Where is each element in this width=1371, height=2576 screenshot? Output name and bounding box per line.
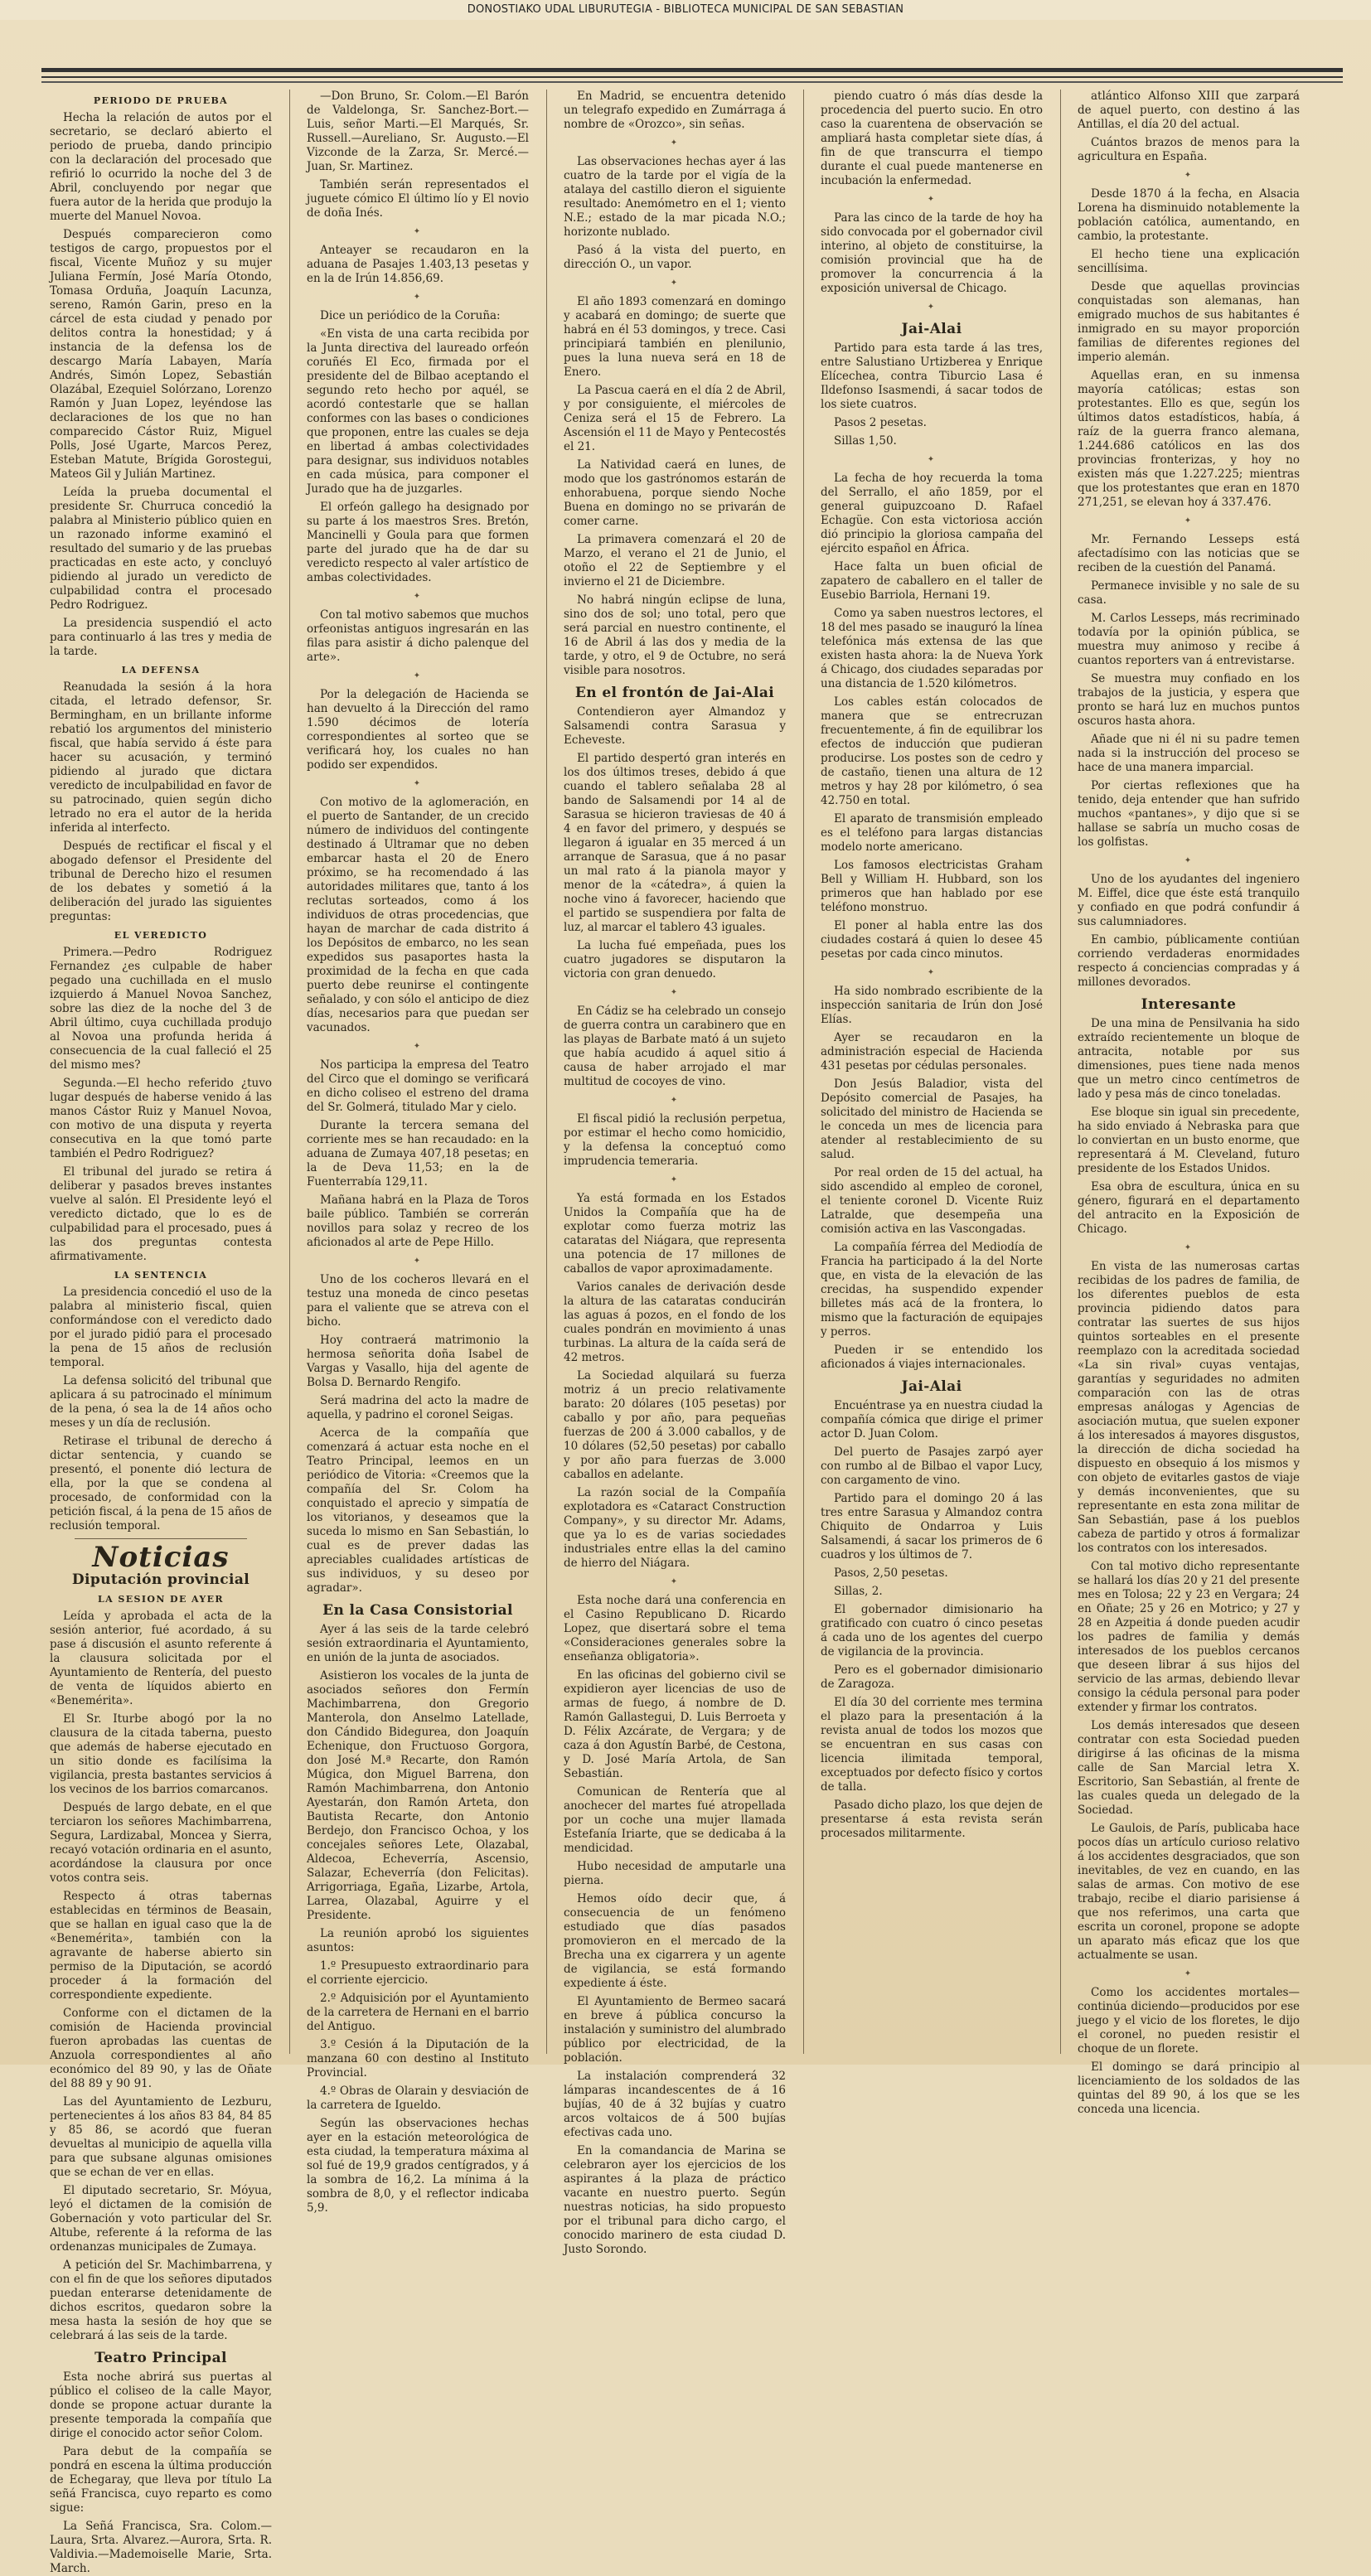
paragraph: Pasado dicho plazo, los que dejen de presentarse á esta revista serán procesados militarmente.	[821, 1799, 1043, 1840]
paragraph: M. Carlos Lesseps, más recriminado todavía por la opinión pública, se muestra muy animoso y recibe á cuantos reporters van á entrevistarse.	[1078, 612, 1300, 667]
paragraph: En cambio, públicamente contiúan corriendo verdaderas enormidades respecto á conciencias compradas y á millones devorados.	[1078, 933, 1300, 989]
section-title-noticias: Noticias	[92, 1541, 230, 1574]
column-4	[821, 90, 1043, 2054]
paragraph: piendo cuatro ó más días desde la procedencia del puerto sucio. En otro caso la cuarentena de observación se ampliará hasta completar siete días, á fin de que transcurra el tiempo durante el cual puede mantenerse en incubación la enfermedad.	[821, 90, 1043, 187]
paragraph: Ayer á las seis de la tarde celebró sesión extraordinaria el Ayuntamiento, en unión de la junta de asociados.	[307, 1623, 529, 1664]
paragraph: Durante la tercera semana del corriente mes se han recaudado: en la aduana de Zumaya 407,18 pesetas; en la de Deva 11,53; en la de Fuenterrabía 129,11.	[307, 1119, 529, 1189]
section-subhead: EL VEREDICTO	[114, 930, 208, 941]
column-3	[564, 90, 786, 2256]
paragraph: Hemos oído decir que, á consecuencia de un fenómeno estudiado que días pasados promovieron en el mercado de la Brecha una ex cigarrera y un agente de vigilancia, se está formando expediente á éste.	[564, 1892, 786, 1990]
ornament-divider: ✦	[927, 195, 937, 204]
paragraph: A petición del Sr. Machimbarrena, y con el fin de que los señores diputados puedan enterarse detenidamente de dichos escritos, quedaron sobre la mesa hasta la sesión de hoy que se celebrará á las seis de la tarde.	[50, 2259, 272, 2342]
ornament-divider: ✦	[413, 1042, 423, 1051]
paragraph: Los demás interesados que deseen contratar con esta Sociedad pueden dirigirse á las oficinas de la misma calle de San Marcial letra X. Escritorio, San Sebastián, al frente de las cuales queda un delegado de la Sociedad.	[1078, 1719, 1300, 1817]
header-rule-thin	[41, 76, 1343, 78]
paragraph: Como ya saben nuestros lectores, el 18 del mes pasado se inauguró la línea telefónica más extensa de las que existen hasta ahora: la de Nueva York á Chicago, dos ciudades separadas por una distancia de 1.520 kilómetros.	[821, 607, 1043, 690]
ornament-divider: ✦	[1184, 516, 1194, 525]
paragraph: La presidencia concedió el uso de la palabra al ministerio fiscal, quien conformándose con el veredicto dado por el jurado pidió para el procesado la pena de 15 años de reclusión temporal.	[50, 1286, 272, 1369]
ornament-divider: ✦	[670, 138, 680, 148]
paragraph: Encuéntrase ya en nuestra ciudad la compañía cómica que dirige el primer actor D. Juan Colom.	[821, 1399, 1043, 1441]
paragraph: La instalación comprenderá 32 lámparas incandescentes de á 16 bujías, 40 de á 32 bujías y cuatro arcos voltaicos de á 500 bujías efectivas cada uno.	[564, 2070, 786, 2139]
ornament-divider: ✦	[670, 278, 680, 288]
paragraph: Después de largo debate, en el que terciaron los señores Machimbarrena, Segura, Lardizabal, Moncea y Sierra, recayó votación ordinaria en el asunto, acordándose la clausura por once votos contra seis.	[50, 1801, 272, 1885]
column-5	[1078, 90, 1300, 2116]
article-headline: Diputación provincial	[71, 1571, 250, 1588]
paragraph: Nos participa la empresa del Teatro del Circo que el domingo se verificará en dicho coliseo el estreno del drama del Sr. Golmerá, titulado Mar y cielo.	[307, 1058, 529, 1114]
column-divider	[1060, 90, 1061, 2054]
paragraph: Leída y aprobada el acta de la sesión anterior, fué acordado, á su pase á discusión el asunto referente á la clausura solicitada por el Ayuntamiento de Rentería, del puesto de venta de líquidos abierto en «Benemérita».	[50, 1610, 272, 1707]
paragraph: Los famosos electricistas Graham Bell y William H. Hubbard, son los primeros que han hablado por ese teléfono monstruo.	[821, 859, 1043, 914]
paragraph: Las observaciones hechas ayer á las cuatro de la tarde por el vigía de la atalaya del castillo dieron el siguiente resultado: Anemómetro en el 1; viento N.E.; estado de la mar picada N.O.; horizonte nublado.	[564, 155, 786, 239]
paragraph: Dice un periódico de la Coruña:	[320, 309, 501, 322]
paragraph: Sillas, 2.	[834, 1585, 883, 1598]
paragraph: Esa obra de escultura, única en su género, figurará en el departamento del antracito en la Exposición de Chicago.	[1078, 1180, 1300, 1236]
paragraph: Los cables están colocados de manera que se entrecruzan frecuentemente, á fin de equilibrar los efectos de inducción que pudieran producirse. Los postes son de cedro y de castaño, tienen una altura de 12 metros y hay 28 por kilómetro, ó sea 42.750 en total.	[821, 695, 1043, 807]
paragraph: Mañana habrá en la Plaza de Toros baile público. También se correrán novillos para solaz y recreo de los aficionados al arte de Pepe Hillo.	[307, 1194, 529, 1249]
article-headline: En la Casa Consistorial	[322, 1602, 513, 1619]
ornament-divider: ✦	[927, 968, 937, 977]
paragraph: Conforme con el dictamen de la comisión de Hacienda provincial fueron aprobadas las cuentas de Anzuola correspondientes al año económico del 89 90, y las de Oñate del 88 89 y 90 91.	[50, 2007, 272, 2090]
paragraph: Hecha la relación de autos por el secretario, se declaró abierto el periodo de prueba, dando principio con la declaración del procesado que refirió lo ocurrido la noche del 3 de Abril, concluyendo por negar que fuera autor de la herida que produjo la muerte del Manuel Novoa.	[50, 111, 272, 223]
ornament-divider: ✦	[670, 1096, 680, 1105]
paragraph: Para debut de la compañía se pondrá en escena la última producción de Echegaray, que lleva por título La señá Francisca, cuyo reparto es como sigue:	[50, 2445, 272, 2515]
paragraph: El hecho tiene una explicación sencillísima.	[1078, 248, 1300, 275]
paragraph: El poner al habla entre las dos ciudades costará á quien lo desee 45 pesetas por cada cinco minutos.	[821, 919, 1043, 961]
column-divider	[803, 90, 804, 2054]
paragraph: La Natividad caerá en lunes, de modo que los gastrónomos estarán de enhorabuena, porque siendo Noche Buena en domingo no se privarán de comer carne.	[564, 458, 786, 528]
paragraph: Leída la prueba documental el presidente Sr. Churruca concedió la palabra al Ministerio público quien en un razonado informe examinó el resultado del sumario y de las pruebas practicadas en este acto, y concluyó pidiendo al jurado un veredicto de culpabilidad contra el procesado Pedro Rodriguez.	[50, 486, 272, 612]
archive-banner: DONOSTIAKO UDAL LIBURUTEGIA - BIBLIOTECA MUNICIPAL DE SAN SEBASTIAN	[0, 0, 1371, 20]
article-headline: Teatro Principal	[94, 2350, 227, 2366]
article-headline: En el frontón de Jai-Alai	[574, 685, 775, 701]
paragraph: Mr. Fernando Lesseps está afectadísimo con las noticias que se reciben de la cuestión del Panamá.	[1078, 533, 1300, 574]
paragraph: También serán representados el juguete cómico El último lío y El novio de doña Inés.	[307, 178, 529, 220]
paragraph: Con tal motivo sabemos que muchos orfeonistas antiguos ingresarán en las filas para asistir á dicho palenque del arte».	[307, 608, 529, 664]
paragraph: La presidencia suspendió el acto para continuarlo á las tres y media de la tarde.	[50, 617, 272, 658]
paragraph: Uno de los ayudantes del ingeniero M. Eiffel, dice que éste está tranquilo y confiado en que podrá confundir á sus calumniadores.	[1078, 873, 1300, 928]
ornament-divider: ✦	[927, 303, 937, 312]
paragraph: El Ayuntamiento de Bermeo sacará en breve á pública concurso la instalación y suministro del alumbrado público por electricidad, de la población.	[564, 1995, 786, 2065]
paragraph: Hace falta un buen oficial de zapatero de caballero en el taller de Eusebio Barriola, Hernani 19.	[821, 560, 1043, 602]
section-subhead: LA SESION DE AYER	[98, 1594, 224, 1605]
paragraph: 3.º Cesión á la Diputación de la manzana 60 con destino al Instituto Provincial.	[307, 2038, 529, 2080]
paragraph: Anteayer se recaudaron en la aduana de Pasajes 1.403,13 pesetas y en la de Irún 14.856,69.	[307, 244, 529, 285]
paragraph: La Sociedad alquilará su fuerza motriz á un precio relativamente barato: 20 dólares (105 pesetas) por caballo y por año, para pequeñas fuerzas de 200 á 3.000 caballos, y de 10 dólares (52,50 pesetas) por caballo y por año para fuerzas de 3.000 caballos en adelante.	[564, 1369, 786, 1481]
paragraph: Para las cinco de la tarde de hoy ha sido convocada por el gobernador civil interino, al objeto de constituirse, la comisión provincial que ha de promover la concurrencia á la exposición universal de Chicago.	[821, 211, 1043, 295]
ornament-divider: ✦	[1184, 171, 1194, 180]
paragraph: La Señá Francisca, Sra. Colom.—Laura, Srta. Alvarez.—Aurora, Srta. R. Valdivia.—Mademoiselle Marie, Srta. March.	[50, 2520, 272, 2575]
paragraph: Después de rectificar el fiscal y el abogado defensor el Presidente del tribunal de Derecho hizo el resumen de los debates y sometió á la deliberación del jurado las siguientes preguntas:	[50, 840, 272, 923]
paragraph: Ha sido nombrado escribiente de la inspección sanitaria de Irún don José Elías.	[821, 985, 1043, 1026]
paragraph: En vista de las numerosas cartas recibidas de los padres de familia, de los diferentes pueblos de esta provincia pidiendo datos para contratar las suertes de sus hijos quintos sorteables en el presente reemplazo con la acreditada sociedad «La sin rival» cuyas ventajas, garantías y seguridades no admiten comparación con las de otras empresas análogas y Agencias de asociación mutua, que suelen exponer á los interesados á mayores disgustos, la dirección de dicha sociedad ha dispuesto en obsequio á los mismos y con objeto de evitarles gastos de viaje y demás inconvenientes, que su representante en esta zona militar de San Sebastián, pase á los pueblos cabeza de partido y otros á formalizar los contratos con los interesados.	[1078, 1260, 1300, 1555]
ornament-divider: ✦	[413, 779, 423, 788]
paragraph: Uno de los cocheros llevará en el testuz una moneda de cinco pesetas para el valiente que se atreva con el bicho.	[307, 1273, 529, 1329]
paragraph: Con tal motivo dicho representante se hallará los días 20 y 21 del presente mes en Tolosa; 22 y 23 en Vergara; 24 en Oñate; 25 y 26 en Motrico; y 27 y 28 en Azpeitia á donde pueden acudir los padres de familia y demás interesados de los pueblos cercanos que deseen librar á sus hijos del servicio de las armas, debiendo llevar consigo la cédula personal para poder extender y firmar los contratos.	[1078, 1560, 1300, 1714]
paragraph: Reanudada la sesión á la hora citada, el letrado defensor, Sr. Bermingham, en un brillante informe rebatió los argumentos del ministerio fiscal, que había servido á éste para hacer su acusación, y terminó pidiendo al jurado que dictara veredicto de inculpabilidad en favor de su patrocinado, quien según dicho letrado no era el autor de la herida inferida al interfecto.	[50, 680, 272, 835]
paragraph: Añade que ni él ni su padre temen nada si la instrucción del proceso se hace de una manera imparcial.	[1078, 733, 1300, 774]
paragraph: El tribunal del jurado se retira á deliberar y pasados breves instantes vuelve al salón. El Presidente leyó el veredicto dictado, que lo es de culpabilidad para el procesado, pues á las dos preguntas contesta afirmativamente.	[50, 1165, 272, 1263]
paragraph: Sillas 1,50.	[834, 434, 897, 448]
paragraph: Como los accidentes mortales—continúa diciendo—producidos por ese juego y el vicio de los floretes, le dijo el coronel, no pueden resistir el choque de un florete.	[1078, 1986, 1300, 2055]
paragraph: «En vista de una carta recibida por la Junta directiva del laureado orfeón coruñés El Eco, firmada por el presidente del de Bilbao aceptando el segundo reto hecho por aquél, se acordó contestarle que se hallan conformes con las bases o condiciones que proponen, entre las cuales se deja en libertad á ambas colectividades para designar, sus individuos notables en cada música, para componer el Jurado que ha de juzgarles.	[307, 327, 529, 496]
paragraph: Segunda.—El hecho referido ¿tuvo lugar después de haberse venido á las manos Cástor Ruiz y Manuel Novoa, con motivo de una disputa y reyerta consecutiva en la que tomó parte también el Pedro Rodriguez?	[50, 1077, 272, 1160]
paragraph: Por real orden de 15 del actual, ha sido ascendido al empleo de coronel, el teniente coronel D. Vicente Ruiz Latralde, que desempeña una comisión activa en las Vascongadas.	[821, 1166, 1043, 1236]
section-subhead: LA SENTENCIA	[114, 1270, 208, 1281]
paragraph: Primera.—Pedro Rodriguez Fernandez ¿es culpable de haber pegado una cuchillada en el muslo izquierdo á Manuel Novoa Sanchez, sobre las diez de la noche del 3 de Abril último, cuya cuchillada produjo al Novoa una profunda herida á consecuencia de la cual falleció el 25 del mismo mes?	[50, 946, 272, 1072]
column-2	[307, 90, 529, 2215]
ornament-divider: ✦	[927, 455, 937, 464]
article-headline: Jai-Alai	[901, 1378, 962, 1395]
paragraph: El gobernador dimisionario ha gratificado con cuatro ó cinco pesetas á cada uno de los agentes del cuerpo de vigilancia de la provincia.	[821, 1603, 1043, 1658]
paragraph: Varios canales de derivación desde la altura de las cataratas conducirán las aguas á pozos, en el fondo de los cuales pondrán en movimiento á unas turbinas. La altura de la caída será de 42 metros.	[564, 1281, 786, 1364]
ornament-divider: ✦	[1184, 856, 1194, 865]
paragraph: El diputado secretario, Sr. Móyua, leyó el dictamen de la comisión de Gobernación y voto particular del Sr. Altube, referente á la reforma de las ordenanzas municipales de Zumaya.	[50, 2184, 272, 2254]
paragraph: Retirase el tribunal de derecho á dictar sentencia, y cuando se presentó, el ponente dió lectura de ella, por la que se condena al procesado, de conformidad con la petición fiscal, á la pena de 15 años de reclusión temporal.	[50, 1435, 272, 1533]
paragraph: Con motivo de la aglomeración, en el puerto de Santander, de un crecido número de individuos del contingente destinado á Ultramar que no deben embarcar hasta el 20 de Enero próximo, se ha recomendado á las autoridades militares que, tanto á los reclutas sorteados, como á los individuos de otras procedencias, que hayan de marchar de cada distrito á los Depósitos de embarco, no les sean expedidos sus pasaportes hasta la proximidad de la fecha en que cada puerto debe reunirse el contingente señalado, y con sólo el anticipo de diez días, necesarios para que puedan ser vacunados.	[307, 796, 529, 1034]
paragraph: El fiscal pidió la reclusión perpetua, por estimar el hecho como homicidio, y la defensa la conceptuó como imprudencia temeraria.	[564, 1112, 786, 1168]
paragraph: En Madrid, se encuentra detenido un telegrafo expedido en Zumárraga á nombre de «Orozco», sin señas.	[564, 90, 786, 131]
paragraph: Ayer se recaudaron en la administración especial de Hacienda 431 pesetas por cédulas personales.	[821, 1031, 1043, 1073]
paragraph: Hoy contraerá matrimonio la hermosa señorita doña Isabel de Vargas y Vasallo, hija del agente de Bolsa D. Bernardo Rengifo.	[307, 1334, 529, 1389]
paragraph: Comunican de Rentería que al anochecer del martes fué atropellada por un coche una mujer llamada Estefanía Iriarte, que se dedicaba á la mendicidad.	[564, 1785, 786, 1855]
ornament-divider: ✦	[413, 293, 423, 302]
ornament-divider: ✦	[413, 671, 423, 680]
paragraph: En la comandancia de Marina se celebraron ayer los ejercicios de los aspirantes á la plaza de práctico vacante en nuestro puerto. Según nuestras noticias, ha sido propuesto por el tribunal para dicho cargo, el conocido marinero de esta ciudad D. Justo Sorondo.	[564, 2144, 786, 2256]
header-rule-thin-lower	[41, 81, 1343, 83]
paragraph: Contendieron ayer Almandoz y Salsamendi contra Sarasua y Echeveste.	[564, 705, 786, 747]
paragraph: De una mina de Pensilvania ha sido extraído recientemente un bloque de antracita, notable por sus dimensiones, pues tiene nada menos que un metro cinco centímetros de lado y pesa más de cinco toneladas.	[1078, 1017, 1300, 1101]
article-headline: Interesante	[1141, 996, 1237, 1013]
section-subhead: PERIODO DE PRUEBA	[93, 95, 229, 106]
paragraph: El partido despertó gran interés en los dos últimos treses, debido á que cuando el tablero señalaba 28 al bando de Salsamendi por 14 al de Sarasua se hicieron traviesas de 40 á 4 en favor del primero, y después se llegaron á igualar en 35 merced á un arranque de Sarasua, que á no pasar un mal rato á la pianola mayor y menor de la «cátedra», á quien la noche vino á favorecer, haciendo que el partido se suspendiera por falta de luz, al marcar el tablero 43 iguales.	[564, 752, 786, 934]
paragraph: En Cádiz se ha celebrado un consejo de guerra contra un carabinero que en las playas de Barbate mató á un sujeto que había acudido á aquel sitio á causa de haber arrojado el mar multitud de cocoyes de vino.	[564, 1005, 786, 1088]
paragraph: Pueden ir se entendido los aficionados á viajes internacionales.	[821, 1344, 1043, 1371]
paragraph: Las del Ayuntamiento de Lezburu, pertenecientes á los años 83 84, 84 85 y 85 86, se acordó que fueran devueltas al municipio de aquella villa para que subsane algunas omisiones que se echan de ver en ellas.	[50, 2095, 272, 2179]
paragraph: Después comparecieron como testigos de cargo, propuestos por el fiscal, Vicente Muñoz y su mujer Juliana Fermín, José María Otondo, Tomasa Orduña, Joaquín Lacunza, sereno, Ramón Garin, preso en la cárcel de esta ciudad y penado por delitos contra la honestidad; y á instancia de la defensa los de descargo María Labayen, María Andrés, Simón Lopez, Sebastián Olazábal, Ezequiel Solórzano, Lorenzo Ramón y Juan Lopez, leyéndose las declaraciones de los que no han comparecido Cástor Ruiz, Miguel Polls, José Ugarte, Marcos Perez, Esteban Matute, Brígida Gorostegui, Mateos Gil y Julián Martinez.	[50, 228, 272, 481]
paragraph: Acerca de la compañía que comenzará á actuar esta noche en el Teatro Principal, leemos en un periódico de Vitoria: «Creemos que la compañía del Sr. Colom ha conquistado el aprecio y simpatía de los vitorianos, y deseamos que la suceda lo mismo en San Sebastián, lo cual es de prever dadas las apreciables cualidades artísticas de sus individuos, y su deseo por agradar».	[307, 1426, 529, 1595]
paragraph: Aquellas eran, en su inmensa mayoría católicas; estas son protestantes. Ello es que, según los últimos datos estadísticos, había, á raíz de la guerra franco alemana, 1.244.686 católicos en las dos provincias fronterizas, y hoy no existen más que 1.227.225; mientras que los protestantes que eran en 1870 271,251, se elevan hoy á 337.476.	[1078, 369, 1300, 509]
article-headline: Jai-Alai	[901, 321, 962, 337]
paragraph: El domingo se dará principio al licenciamiento de los soldados de las quintas del 89 90, á los que se les conceda una licencia.	[1078, 2060, 1300, 2116]
paragraph: En las oficinas del gobierno civil se expidieron ayer licencias de uso de armas de fuego, á nombre de D. Ramón Gallastegui, D. Luis Berroeta y D. Félix Azcárate, de Vergara; y de caza á don Agustín Barbé, de Cestona, y D. José María Artola, de San Sebastián.	[564, 1668, 786, 1780]
paragraph: Hubo necesidad de amputarle una pierna.	[564, 1860, 786, 1887]
paragraph: El día 30 del corriente mes termina el plazo para la presentación á la revista anual de todos los mozos que se encuentran en sus casas con licencia ilimitada temporal, exceptuados por defecto físico y cortos de talla.	[821, 1696, 1043, 1794]
paragraph: El aparato de transmisión empleado es el teléfono para largas distancias modelo norte americano.	[821, 812, 1043, 854]
paragraph: El año 1893 comenzará en domingo y acabará en domingo; de suerte que habrá en él 53 domingos, y trece. Casi principiará también en plenilunio, pues la luna nueva será en 18 de Enero.	[564, 295, 786, 379]
paragraph: atlántico Alfonso XIII que zarpará de aquel puerto, con destino á las Antillas, el día 20 del actual.	[1078, 90, 1300, 131]
paragraph: Cuántos brazos de menos para la agricultura en España.	[1078, 136, 1300, 163]
paragraph: 4.º Obras de Olarain y desviación de la carretera de Igueldo.	[307, 2085, 529, 2112]
paragraph: La defensa solicitó del tribunal que aplicara á su patrocinado el mínimum de la pena, ó sea la de 14 años ocho meses y un día de reclusión.	[50, 1374, 272, 1430]
section-subhead: LA DEFENSA	[121, 665, 201, 675]
paragraph: La Pascua caerá en el día 2 de Abril, y por consiguiente, el miércoles de Ceniza será el 15 de Febrero. La Ascensión el 11 de Mayo y Pentecostés el 21.	[564, 384, 786, 453]
paragraph: Pasó á la vista del puerto, en dirección O., un vapor.	[564, 244, 786, 271]
column-divider	[546, 90, 547, 2054]
paragraph: Asistieron los vocales de la junta de asociados señores don Fermín Machimbarrena, don Gregorio Manterola, don Anselmo Latellade, don Cándido Bidegurea, don Joaquín Echenique, don Fructuoso Gorgora, don José M.ª Recarte, don Ramón Múgica, don Miguel Barrena, don Ramón Machimbarrena, don Antonio Ayestarán, don Ramón Arteta, don Bautista Recarte, don Antonio Berdejo, don Francisco Ochoa, y los concejales señores Lete, Olazabal, Aldecoa, Echeverría, Ascensio, Salazar, Echeverría (don Felicitas). Arrigorriaga, Egaña, Lizarbe, Artola, Larrea, Olazabal, Aguirre y el Presidente.	[307, 1669, 529, 1922]
paragraph: No habrá ningún eclipse de luna, sino dos de sol; uno total, pero que será parcial en nuestro continente, el 16 de Abril á las dos y media de la tarde, y otro, el 9 de Octubre, no será visible para nosotros.	[564, 593, 786, 677]
paragraph: Del puerto de Pasajes zarpó ayer con rumbo al de Bilbao el vapor Lucy, con cargamento de vino.	[821, 1445, 1043, 1487]
paragraph: El orfeón gallego ha designado por su parte á los maestros Sres. Bretón, Mancinelli y Goula para que formen parte del jurado que ha de dar su veredicto respecto al valer artístico de ambas colectividades.	[307, 501, 529, 584]
paragraph: Pasos, 2,50 pesetas.	[834, 1566, 948, 1580]
paragraph: Desde que aquellas provincias conquistadas son alemanas, han emigrado muchos de sus habitantes é inmigrado en su mayor proporción familias de diferentes regiones del imperio alemán.	[1078, 280, 1300, 364]
paragraph: Según las observaciones hechas ayer en la estación meteorológica de esta ciudad, la temperatura máxima al sol fué de 19,9 grados centígrados, y á la sombra de 16,2. La mínima á la sombra de 8,0, y el reflector indicaba 5,9.	[307, 2117, 529, 2215]
paragraph: Será madrina del acto la madre de aquella, y padrino el coronel Seigas.	[307, 1394, 529, 1421]
column-divider	[289, 90, 290, 2054]
paragraph: Ese bloque sin igual sin precedente, ha sido enviado á Nebraska para que lo conviertan en un busto enorme, que representará á M. Cleveland, futuro presidente de los Estados Unidos.	[1078, 1106, 1300, 1175]
paragraph: Respecto á otras tabernas establecidas en términos de Beasain, que se hallan en igual caso que la de «Benemérita», también con la agravante de haberse abierto sin permiso de la Diputación, se acordó proceder á la formación del correspondiente expediente.	[50, 1890, 272, 2002]
paragraph: La razón social de la Compañía explotadora es «Cataract Construction Company», y su director Mr. Adams, que ya lo es de varias sociedades industriales entre ellas la del camino de hierro del Niágara.	[564, 1486, 786, 1570]
paragraph: Esta noche dará una conferencia en el Casino Republicano D. Ricardo Lopez, que disertará sobre el tema «Consideraciones generales sobre la enseñanza obligatoria».	[564, 1594, 786, 1663]
paragraph: Se muestra muy confiado en los trabajos de la justicia, y espera que pronto se hará luz en muchos puntos oscuros hasta ahora.	[1078, 672, 1300, 728]
ornament-divider: ✦	[413, 1257, 423, 1266]
paragraph: 2.º Adquisición por el Ayuntamiento de la carretera de Hernani en el barrio del Antiguo.	[307, 1992, 529, 2033]
ornament-divider: ✦	[670, 1175, 680, 1184]
ornament-divider: ✦	[1184, 1969, 1194, 1978]
paragraph: Partido para esta tarde á las tres, entre Salustiano Urtizberea y Enrique Elícechea, contra Tiburcio Lasa é Ildefonso Isasmendi, á sacar todos de los siete cuatros.	[821, 341, 1043, 411]
paragraph: La compañía férrea del Mediodía de Francia ha participado á la del Norte que, en vista de la elevación de las crecidas, ha suspendido expender billetes más acá de la frontera, lo mismo que la facturación de equipajes y perros.	[821, 1241, 1043, 1339]
ornament-divider: ✦	[413, 227, 423, 236]
paragraph: —Don Bruno, Sr. Colom.—El Barón de Valdelonga, Sr. Sanchez-Bort.—Luis, señor Marti.—El Marqués, Sr. Russell.—Aureliano, Sr. Augusto.—El Vizconde de la Zarza, Sr. Mercé.—Juan, Sr. Martinez.	[307, 90, 529, 173]
paragraph: La lucha fué empeñada, pues los cuatro jugadores se disputaron la victoria con gran denuedo.	[564, 939, 786, 981]
paragraph: La fecha de hoy recuerda la toma del Serrallo, el año 1859, por el general guipuzcoano D. Rafael Echagüe. Con esta victoriosa acción dió principio la gloriosa campaña del ejército español en África.	[821, 472, 1043, 555]
paragraph: Don Jesús Baladior, vista del Depósito comercial de Pasajes, ha solicitado del ministro de Hacienda se le conceda un mes de licencia para atender al restablecimiento de su salud.	[821, 1077, 1043, 1161]
paragraph: Pasos 2 pesetas.	[834, 416, 927, 429]
paragraph: Por ciertas reflexiones que ha tenido, deja entender que han sufrido muchos «pantanes», y dijo que si se hallase se sabría un mucho cosas de los golfistas.	[1078, 779, 1300, 849]
paragraph: El Sr. Iturbe abogó por la no clausura de la citada taberna, puesto que además de haberse ejecutado en un sitio donde es facilísima la vigilancia, presta bastantes servicios á los vecinos de los barrios comarcanos.	[50, 1712, 272, 1796]
ornament-divider: ✦	[1184, 1243, 1194, 1252]
divider	[75, 1538, 247, 1539]
paragraph: Pero es el gobernador dimisionario de Zaragoza.	[821, 1663, 1043, 1691]
paragraph: Esta noche abrirá sus puertas al público el coliseo de la calle Mayor, donde se propone actuar durante la presente temporada la compañía que dirige el conocido actor señor Colom.	[50, 2370, 272, 2440]
paragraph: Permanece invisible y no sale de su casa.	[1078, 579, 1300, 607]
ornament-divider: ✦	[413, 592, 423, 601]
header-rule-thick	[41, 68, 1343, 72]
ornament-divider: ✦	[670, 988, 680, 997]
paragraph: La reunión aprobó los siguientes asuntos:	[307, 1927, 529, 1954]
paragraph: La primavera comenzará el 20 de Marzo, el verano el 21 de Junio, el otoño el 22 de Septiembre y el invierno el 21 de Diciembre.	[564, 533, 786, 588]
paragraph: Ya está formada en los Estados Unidos la Compañía que ha de explotar como fuerza motriz las cataratas del Niágara, que representa una potencia de 17 millones de caballos de vapor aproximadamente.	[564, 1192, 786, 1276]
paragraph: Partido para el domingo 20 á las tres entre Sarasua y Almandoz contra Chiquito de Ondarroa y Luis Salsamendi, á sacar los primeros de 6 cuadros y los últimos de 7.	[821, 1492, 1043, 1562]
paragraph: Desde 1870 á la fecha, en Alsacia Lorena ha disminuido notablemente la población católica, aumentando, en cambio, la protestante.	[1078, 187, 1300, 243]
paragraph: Por la delegación de Hacienda se han devuelto á la Dirección del ramo 1.590 décimos de lotería correspondientes al sorteo que se verificará hoy, los cuales no han podido ser expendidos.	[307, 688, 529, 772]
ornament-divider: ✦	[670, 1577, 680, 1586]
paragraph: 1.º Presupuesto extraordinario para el corriente ejercicio.	[307, 1959, 529, 1987]
paragraph: Le Gaulois, de París, publicaba hace pocos días un artículo curioso relativo á los accidentes desgraciados, que son inevitables, de vez en cuando, en las salas de armas. Con motivo de ese trabajo, recibe el diario parisiense á que nos referimos, una carta que escrita un coronel, propone se adopte un aparato más eficaz que los que actualmente se usan.	[1078, 1822, 1300, 1962]
column-1	[50, 90, 272, 2575]
